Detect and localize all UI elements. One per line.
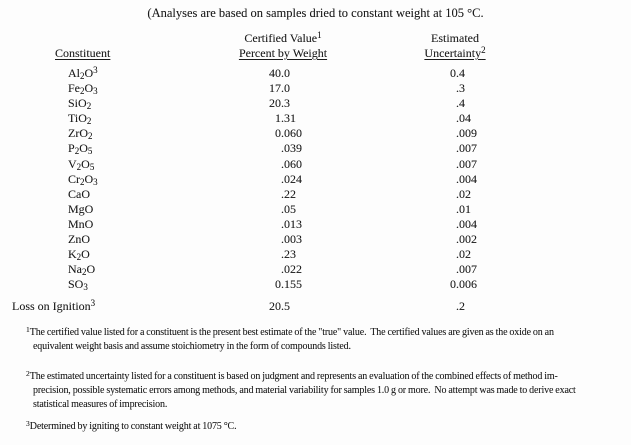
certified-value: .013 xyxy=(281,216,302,231)
uncertainty-value: .002 xyxy=(456,232,477,247)
footnote-marker: 3 xyxy=(26,419,30,428)
table-row xyxy=(0,126,631,141)
constituent-formula: $Na_2O$ xyxy=(68,262,96,278)
certified-value: 20.3 xyxy=(269,96,290,111)
table-row xyxy=(0,111,631,126)
constituent-formula: ZnO xyxy=(68,232,90,247)
footnote-2-line-3: statistical measures of imprecision. xyxy=(33,399,168,410)
table-row xyxy=(0,187,631,202)
table-row xyxy=(0,247,631,262)
uncertainty-value: .3 xyxy=(456,81,465,96)
footnote-marker: 1 xyxy=(26,325,30,334)
certified-value: .022 xyxy=(281,262,302,277)
certified-value: .22 xyxy=(281,186,296,201)
table-body xyxy=(0,66,631,292)
constituent-formula: SiO$_2$ xyxy=(68,96,92,112)
loss-on-ignition-uncertainty-value: .2 xyxy=(456,299,465,313)
constituent-formula: $Cr_2O_3$ xyxy=(68,171,98,187)
loss-on-ignition-row xyxy=(0,299,631,314)
footnote-1-line-2: equivalent weight basis and assume stoichiometry in the form of compounds listed. xyxy=(33,341,351,352)
certified-value: .003 xyxy=(281,232,302,247)
constituent-formula: $Fe_2O_3$ xyxy=(68,81,98,97)
column-header-uncertainty: Uncertainty$^2$ xyxy=(424,45,486,60)
footnote-2-line-2: precision, possible systematic errors among methods, and material variability for samples 1.0 g or more. No attempt was made to derive exact xyxy=(33,385,576,396)
certified-value: .024 xyxy=(281,171,302,186)
uncertainty-value: .4 xyxy=(456,96,465,111)
footnote-marker: 2 xyxy=(26,369,30,378)
column-header-percent-by-weight: Percent by Weight xyxy=(238,46,328,60)
constituent-formula: CaO xyxy=(68,186,90,201)
footnote-3-line-1: $^3$Determined by igniting to constant weight at 1075 °C. xyxy=(26,419,237,432)
table-row xyxy=(0,141,631,156)
column-header-estimated: Estimated xyxy=(431,31,479,45)
uncertainty-value: .007 xyxy=(456,262,477,277)
table-row xyxy=(0,66,631,81)
constituent-formula: $K_2O$ xyxy=(68,247,90,263)
table-row xyxy=(0,277,631,292)
column-header-certified-value: Certified Value$^1$ xyxy=(244,30,322,45)
loss-on-ignition-label: Loss on Ignition$^3$ xyxy=(12,298,96,313)
table-row xyxy=(0,172,631,187)
certified-value: 0.060 xyxy=(275,126,302,141)
uncertainty-value: .007 xyxy=(456,156,477,171)
certified-value: 1.31 xyxy=(275,111,296,126)
table-row xyxy=(0,202,631,217)
footnote-3 xyxy=(26,420,625,434)
certified-value: .039 xyxy=(281,141,302,156)
certified-value: 0.155 xyxy=(275,277,302,292)
footnote-1-line-1: $^1$The certified value listed for a constituent is the present best estimate of the "true" value. The certified values are given as the oxide on an xyxy=(26,325,554,338)
uncertainty-value: .004 xyxy=(456,216,477,231)
table-row xyxy=(0,262,631,277)
certified-value: 17.0 xyxy=(269,81,290,96)
certified-value: .05 xyxy=(281,201,296,216)
uncertainty-value: .04 xyxy=(456,111,471,126)
uncertainty-value: .007 xyxy=(456,141,477,156)
table-row xyxy=(0,217,631,232)
footnote-2 xyxy=(26,370,625,412)
constituent-formula: MgO xyxy=(68,201,94,216)
table-row xyxy=(0,81,631,96)
uncertainty-value: .01 xyxy=(456,201,471,216)
constituent-formula: TiO$_2$ xyxy=(68,111,92,127)
certified-value: .23 xyxy=(281,247,296,262)
certified-value: 40.0 xyxy=(269,66,290,80)
uncertainty-value: .02 xyxy=(456,247,471,262)
uncertainty-value: 0.4 xyxy=(450,66,465,80)
footnote-1 xyxy=(26,326,625,354)
table-row xyxy=(0,96,631,111)
table-row xyxy=(0,232,631,247)
constituent-formula: ZrO$_2$ xyxy=(68,126,93,142)
constituent-formula: $V_2O_5$ xyxy=(68,156,95,172)
constituent-formula: $SO_3$ xyxy=(68,277,88,293)
certified-value: .060 xyxy=(281,156,302,171)
column-header-constituent: Constituent xyxy=(55,46,111,60)
constituent-formula: $P_2O_5$ xyxy=(68,141,93,157)
document-title: (Analyses are based on samples dried to constant weight at 105 °C. xyxy=(147,6,484,20)
footnote-2-line-1: $^2$The estimated uncertainty listed for a constituent is based on judgment and represents an evaluation of the combined effects of method im- xyxy=(26,369,558,382)
uncertainty-value: .004 xyxy=(456,171,477,186)
loss-on-ignition-certified-value: 20.5 xyxy=(269,299,290,313)
uncertainty-value: 0.006 xyxy=(450,277,477,292)
constituent-formula: $Al_2O^3$ xyxy=(68,65,98,81)
uncertainty-value: .009 xyxy=(456,126,477,141)
table-row xyxy=(0,157,631,172)
uncertainty-value: .02 xyxy=(456,186,471,201)
constituent-formula: MnO xyxy=(68,216,94,231)
